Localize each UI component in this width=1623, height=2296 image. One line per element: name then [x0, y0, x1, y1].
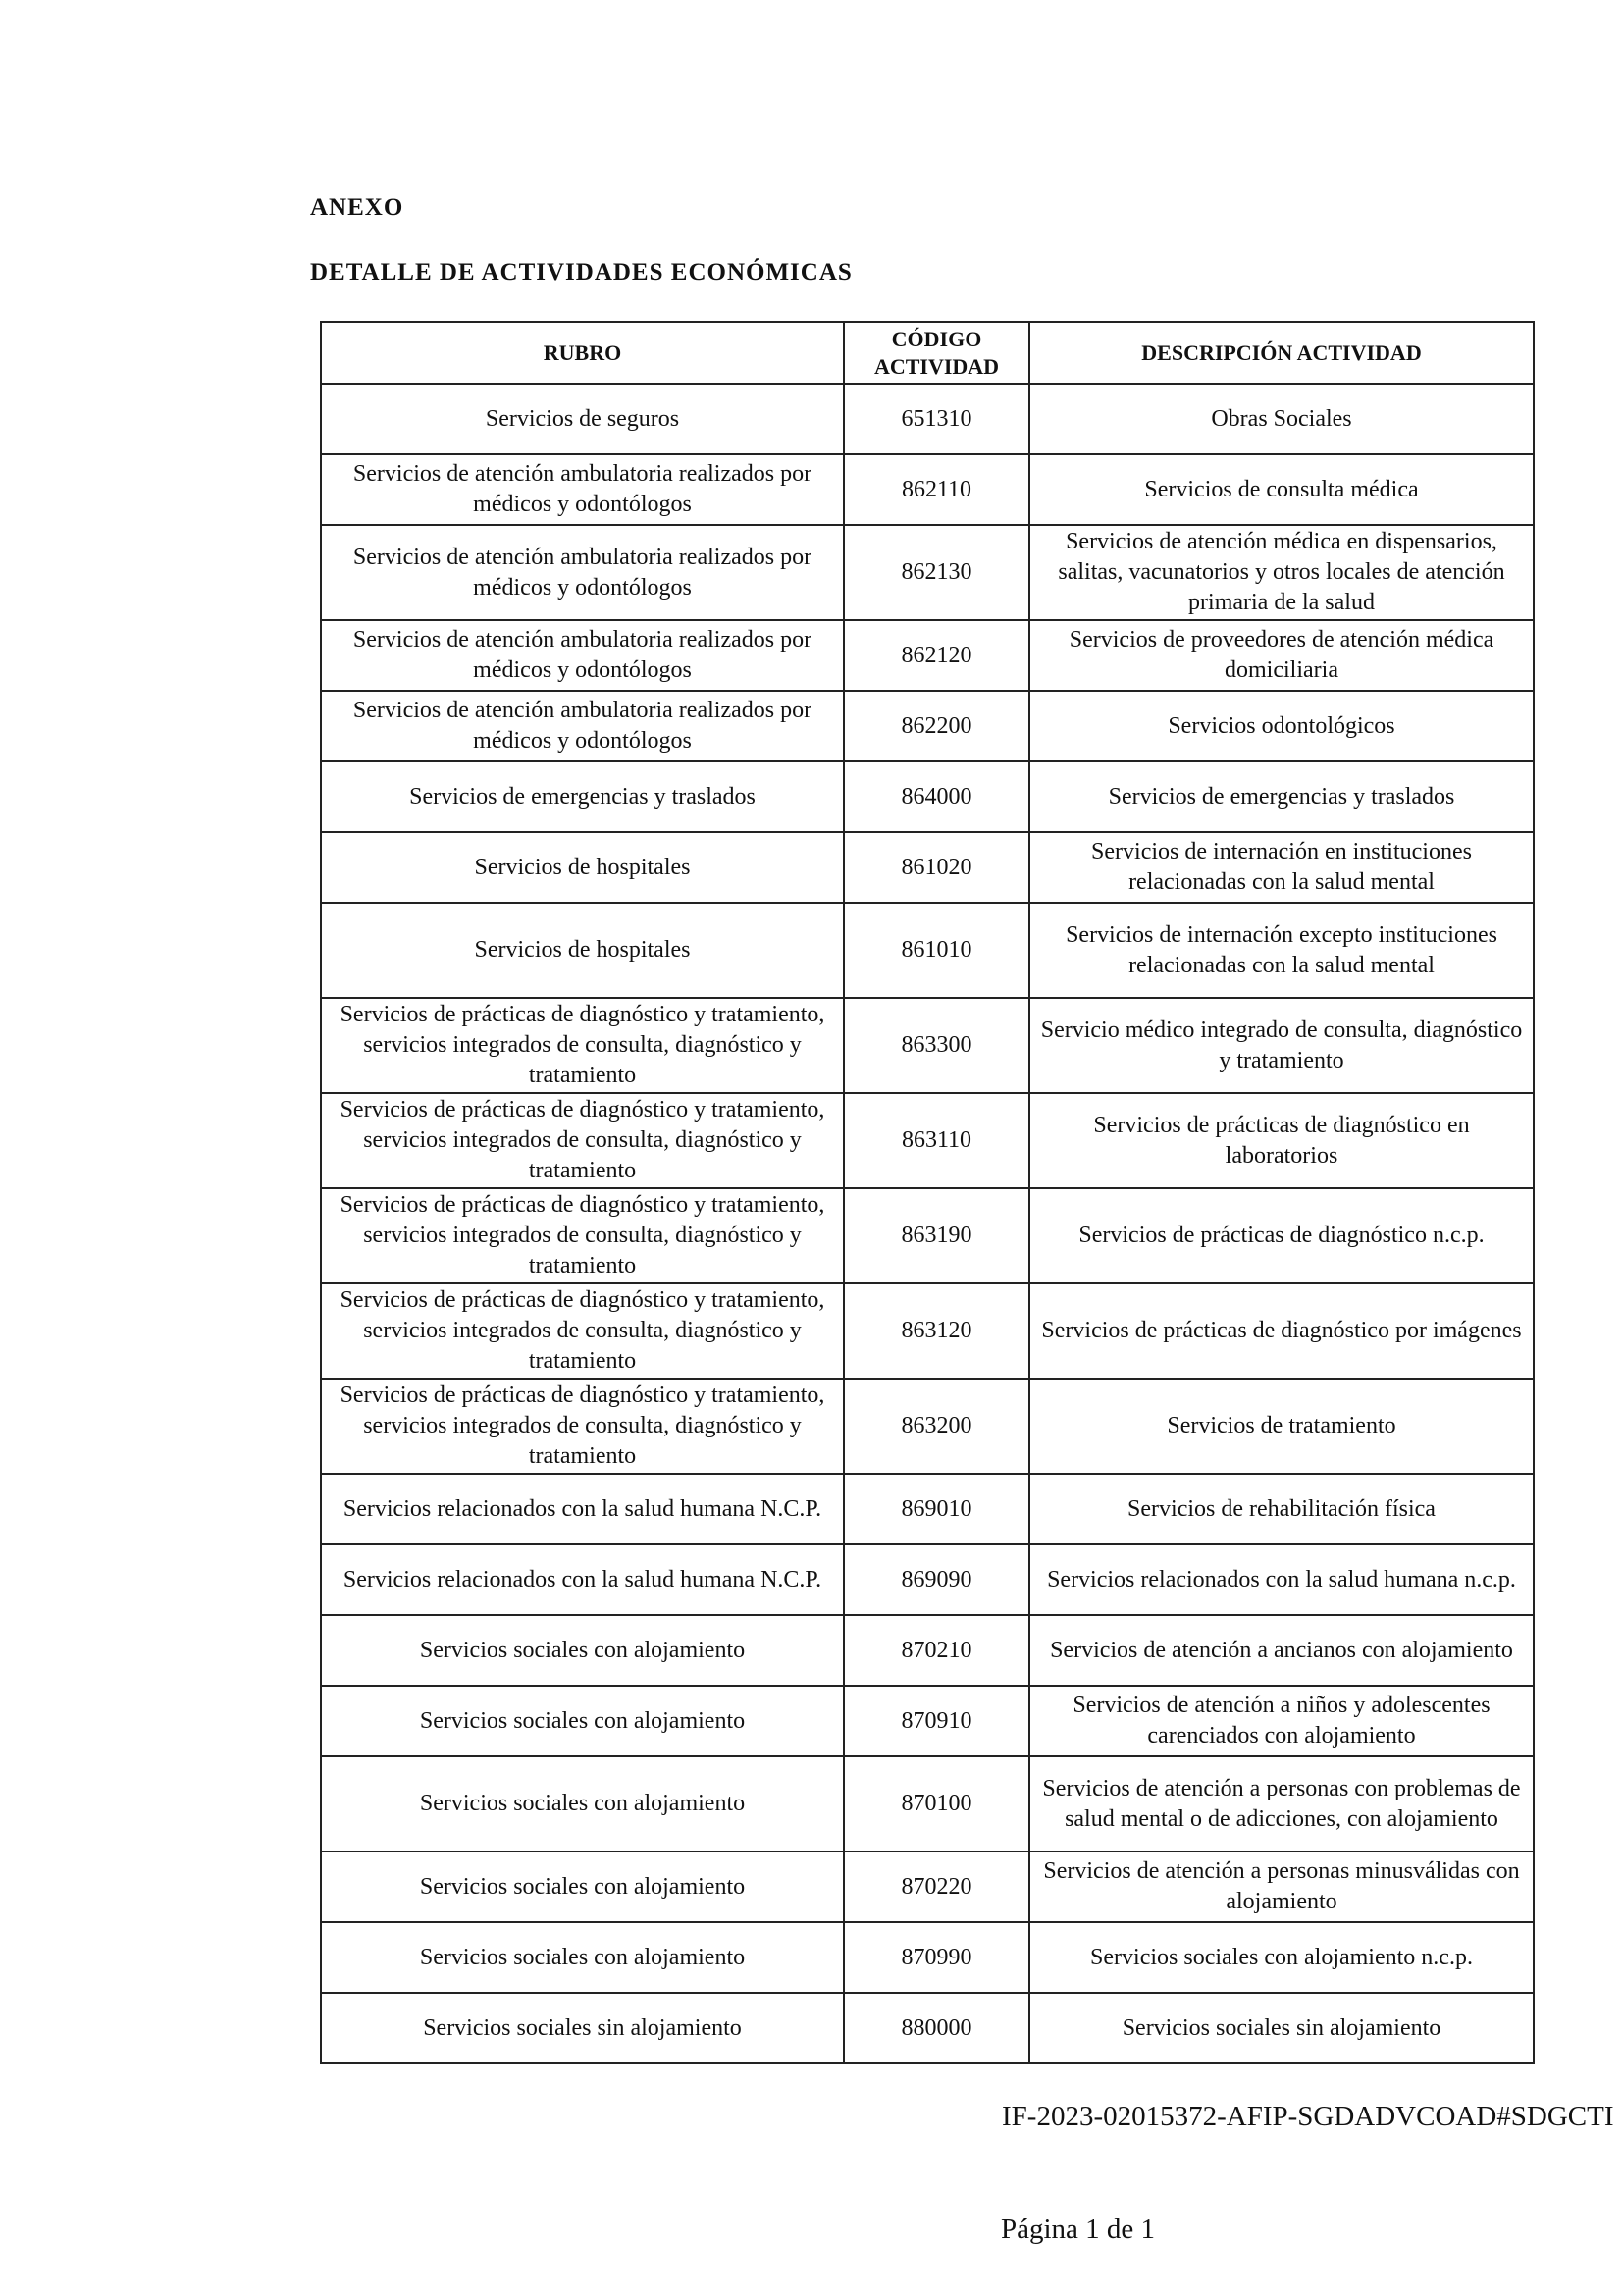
- cell-descripcion: Servicios de prácticas de diagnóstico por imágenes: [1029, 1283, 1534, 1379]
- cell-rubro: Servicios relacionados con la salud humana N.C.P.: [321, 1544, 844, 1615]
- cell-descripcion: Servicios de atención a niños y adolescentes carenciados con alojamiento: [1029, 1686, 1534, 1756]
- cell-descripcion: Servicios de internación excepto instituciones relacionadas con la salud mental: [1029, 903, 1534, 998]
- table-row: [321, 384, 1534, 454]
- table-row: [321, 1756, 1534, 1852]
- cell-codigo: 870100: [844, 1756, 1029, 1852]
- cell-rubro: Servicios de emergencias y traslados: [321, 761, 844, 832]
- cell-codigo: 863300: [844, 998, 1029, 1093]
- table-row: [321, 1993, 1534, 2063]
- table-row: [321, 832, 1534, 903]
- cell-descripcion: Servicios de proveedores de atención médica domiciliaria: [1029, 620, 1534, 691]
- table-row: [321, 454, 1534, 525]
- cell-rubro: Servicios sociales con alojamiento: [321, 1686, 844, 1756]
- cell-codigo: 863120: [844, 1283, 1029, 1379]
- cell-descripcion: Servicios odontológicos: [1029, 691, 1534, 761]
- cell-rubro: Servicios de atención ambulatoria realizados por médicos y odontólogos: [321, 691, 844, 761]
- cell-descripcion: Servicios de consulta médica: [1029, 454, 1534, 525]
- table-row: [321, 903, 1534, 998]
- table-row: [321, 761, 1534, 832]
- header-codigo-line1: CÓDIGO: [891, 326, 982, 351]
- cell-rubro: Servicios de atención ambulatoria realizados por médicos y odontólogos: [321, 525, 844, 620]
- cell-descripcion: Servicios de emergencias y traslados: [1029, 761, 1534, 832]
- cell-codigo: 651310: [844, 384, 1029, 454]
- header-descripcion: DESCRIPCIÓN ACTIVIDAD: [1029, 322, 1534, 384]
- cell-rubro: Servicios sociales con alojamiento: [321, 1756, 844, 1852]
- cell-rubro: Servicios de atención ambulatoria realizados por médicos y odontólogos: [321, 620, 844, 691]
- cell-codigo: 870210: [844, 1615, 1029, 1686]
- table-row: [321, 1283, 1534, 1379]
- table-row: [321, 1474, 1534, 1544]
- table-row: [321, 1093, 1534, 1188]
- cell-descripcion: Servicios sociales con alojamiento n.c.p.: [1029, 1922, 1534, 1993]
- activities-table: [320, 321, 1535, 2064]
- cell-rubro: Servicios sociales con alojamiento: [321, 1922, 844, 1993]
- table-row: [321, 1686, 1534, 1756]
- cell-descripcion: Servicios de prácticas de diagnóstico n.c.p.: [1029, 1188, 1534, 1283]
- cell-codigo: 870990: [844, 1922, 1029, 1993]
- table-row: [321, 1379, 1534, 1474]
- cell-descripcion: Servicio médico integrado de consulta, diagnóstico y tratamiento: [1029, 998, 1534, 1093]
- cell-rubro: Servicios sociales con alojamiento: [321, 1852, 844, 1922]
- header-codigo: [844, 322, 1029, 384]
- cell-descripcion: Servicios de internación en instituciones relacionadas con la salud mental: [1029, 832, 1534, 903]
- table-row: [321, 998, 1534, 1093]
- header-rubro: RUBRO: [321, 322, 844, 384]
- cell-codigo: 862120: [844, 620, 1029, 691]
- cell-codigo: 861020: [844, 832, 1029, 903]
- cell-codigo: 870220: [844, 1852, 1029, 1922]
- header-codigo-line2: ACTIVIDAD: [873, 353, 1000, 379]
- table-row: [321, 1188, 1534, 1283]
- document-id: IF-2023-02015372-AFIP-SGDADVCOAD#SDGCTI: [1002, 2101, 1614, 2132]
- page-subtitle: DETALLE DE ACTIVIDADES ECONÓMICAS: [310, 259, 853, 286]
- cell-descripcion: Servicios relacionados con la salud humana n.c.p.: [1029, 1544, 1534, 1615]
- cell-descripcion: Servicios de atención médica en dispensarios, salitas, vacunatorios y otros locales de atención primaria de la salud: [1029, 525, 1534, 620]
- cell-descripcion: Servicios de prácticas de diagnóstico en laboratorios: [1029, 1093, 1534, 1188]
- cell-rubro: Servicios de prácticas de diagnóstico y tratamiento, servicios integrados de consulta, diagnóstico y tratamiento: [321, 1379, 844, 1474]
- cell-codigo: 864000: [844, 761, 1029, 832]
- cell-codigo: 862110: [844, 454, 1029, 525]
- cell-rubro: Servicios sociales con alojamiento: [321, 1615, 844, 1686]
- cell-descripcion: Servicios de rehabilitación física: [1029, 1474, 1534, 1544]
- cell-codigo: 863200: [844, 1379, 1029, 1474]
- cell-codigo: 862130: [844, 525, 1029, 620]
- cell-descripcion: Servicios de tratamiento: [1029, 1379, 1534, 1474]
- cell-codigo: 869090: [844, 1544, 1029, 1615]
- table-row: [321, 1852, 1534, 1922]
- cell-codigo: 869010: [844, 1474, 1029, 1544]
- cell-descripcion: Obras Sociales: [1029, 384, 1534, 454]
- cell-codigo: 862200: [844, 691, 1029, 761]
- cell-descripcion: Servicios de atención a personas con problemas de salud mental o de adicciones, con alojamiento: [1029, 1756, 1534, 1852]
- table-row: [321, 1544, 1534, 1615]
- table-header-row: [321, 322, 1534, 384]
- page-number: Página 1 de 1: [1001, 2214, 1156, 2245]
- cell-codigo: 863110: [844, 1093, 1029, 1188]
- cell-rubro: Servicios de prácticas de diagnóstico y tratamiento, servicios integrados de consulta, diagnóstico y tratamiento: [321, 1283, 844, 1379]
- cell-rubro: Servicios de prácticas de diagnóstico y tratamiento, servicios integrados de consulta, diagnóstico y tratamiento: [321, 1093, 844, 1188]
- table-row: [321, 691, 1534, 761]
- page-title: ANEXO: [310, 194, 404, 221]
- cell-codigo: 870910: [844, 1686, 1029, 1756]
- table-row: [321, 1922, 1534, 1993]
- cell-descripcion: Servicios sociales sin alojamiento: [1029, 1993, 1534, 2063]
- cell-rubro: Servicios de hospitales: [321, 832, 844, 903]
- table-row: [321, 620, 1534, 691]
- cell-rubro: Servicios de seguros: [321, 384, 844, 454]
- cell-rubro: Servicios sociales sin alojamiento: [321, 1993, 844, 2063]
- cell-codigo: 861010: [844, 903, 1029, 998]
- cell-rubro: Servicios de atención ambulatoria realizados por médicos y odontólogos: [321, 454, 844, 525]
- cell-descripcion: Servicios de atención a ancianos con alojamiento: [1029, 1615, 1534, 1686]
- cell-rubro: Servicios relacionados con la salud humana N.C.P.: [321, 1474, 844, 1544]
- cell-codigo: 863190: [844, 1188, 1029, 1283]
- cell-rubro: Servicios de prácticas de diagnóstico y tratamiento, servicios integrados de consulta, diagnóstico y tratamiento: [321, 998, 844, 1093]
- cell-rubro: Servicios de hospitales: [321, 903, 844, 998]
- cell-codigo: 880000: [844, 1993, 1029, 2063]
- cell-descripcion: Servicios de atención a personas minusválidas con alojamiento: [1029, 1852, 1534, 1922]
- table-row: [321, 525, 1534, 620]
- table-row: [321, 1615, 1534, 1686]
- cell-rubro: Servicios de prácticas de diagnóstico y tratamiento, servicios integrados de consulta, diagnóstico y tratamiento: [321, 1188, 844, 1283]
